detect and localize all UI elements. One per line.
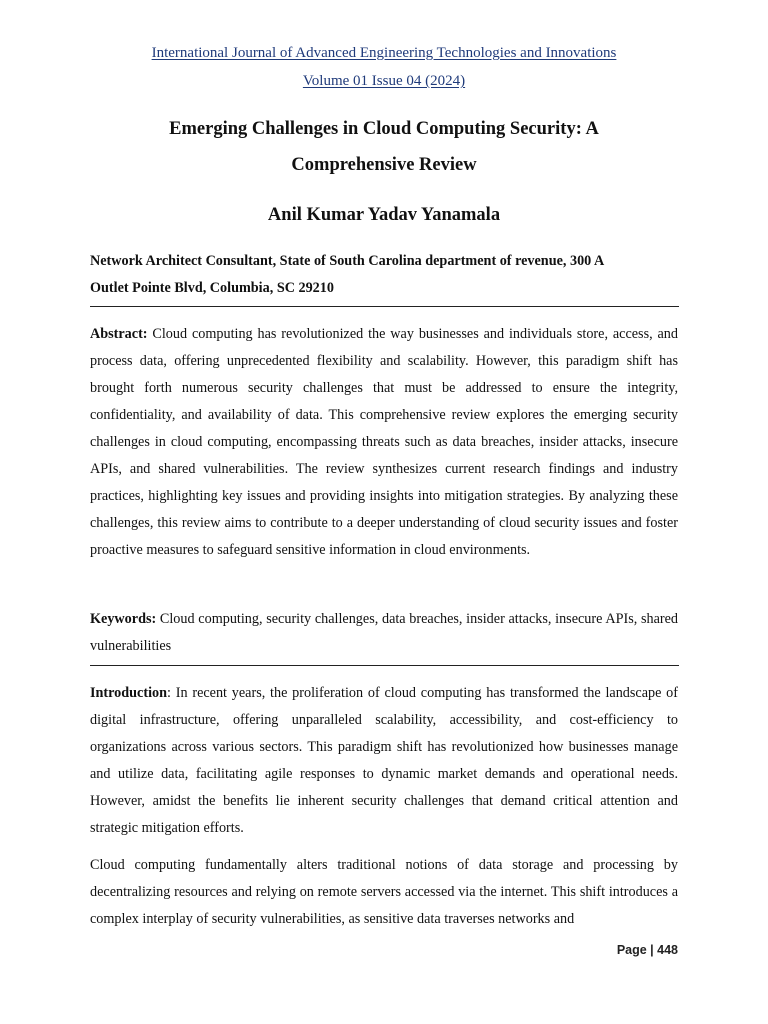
journal-volume-link[interactable] <box>0 73 768 90</box>
body-paragraph-2: Cloud computing fundamentally alters traditional notions of data storage and processing by decentralizing resources and relying on remote servers accessed via the internet. This shift introduces a complex interplay of security vulnerabilities, as sensitive data traverses networks and <box>90 857 678 927</box>
journal-volume-text[interactable]: Volume 01 Issue 04 (2024) <box>302 73 466 89</box>
keywords-paragraph <box>90 606 678 660</box>
abstract-text: Cloud computing has revolutionized the way businesses and individuals store, access, and process data, offering unprecedented flexibility and scalability. However, this paradigm shift has brought forth numerous security challenges that must be addressed to ensure the integrity, confidentiality, and availability of data. This comprehensive review explores the emerging security challenges in cloud computing, encompassing threats such as data breaches, insider attacks, insecure APIs, and shared vulnerabilities. The review synthesizes current research findings and industry practices, highlighting key issues and providing insights into mitigation strategies. By analyzing these challenges, this review aims to contribute to a deeper understanding of cloud security issues and foster proactive measures to safeguard sensitive information in cloud environments. <box>90 326 678 558</box>
title-line-2: Comprehensive Review <box>291 155 477 175</box>
title-line-1: Emerging Challenges in Cloud Computing Security: A <box>169 119 599 139</box>
abstract-label: Abstract: <box>90 326 148 342</box>
abstract-paragraph <box>90 321 678 564</box>
page-number: Page | 448 <box>616 943 678 957</box>
divider-top <box>90 306 679 307</box>
introduction-label: Introduction <box>90 685 167 701</box>
journal-name-link[interactable] <box>0 45 768 62</box>
journal-name-text[interactable]: International Journal of Advanced Engineering Technologies and Innovations <box>151 45 617 61</box>
author-name: Anil Kumar Yadav Yanamala <box>267 205 501 225</box>
affiliation-line-2: Outlet Pointe Blvd, Columbia, SC 29210 <box>90 280 334 296</box>
keywords-label: Keywords: <box>90 611 157 627</box>
divider-bottom <box>90 665 679 666</box>
introduction-text: : In recent years, the proliferation of cloud computing has transformed the landscape of digital infrastructure, offering unparalleled scalability, accessibility, and cost-efficiency to organizations across various sectors. This paradigm shift has revolutionized how businesses manage and utilize data, facilitating agile responses to dynamic market demands and operational needs. However, amidst the benefits lie inherent security challenges that demand critical attention and strategic mitigation efforts. <box>90 685 678 836</box>
keywords-text: Cloud computing, security challenges, data breaches, insider attacks, insecure APIs, shared vulnerabilities <box>90 611 678 654</box>
introduction-paragraph <box>90 680 678 842</box>
paper-title <box>90 111 678 183</box>
author-affiliation <box>90 248 678 302</box>
affiliation-line-1: Network Architect Consultant, State of South Carolina department of revenue, 300 A <box>90 253 605 269</box>
